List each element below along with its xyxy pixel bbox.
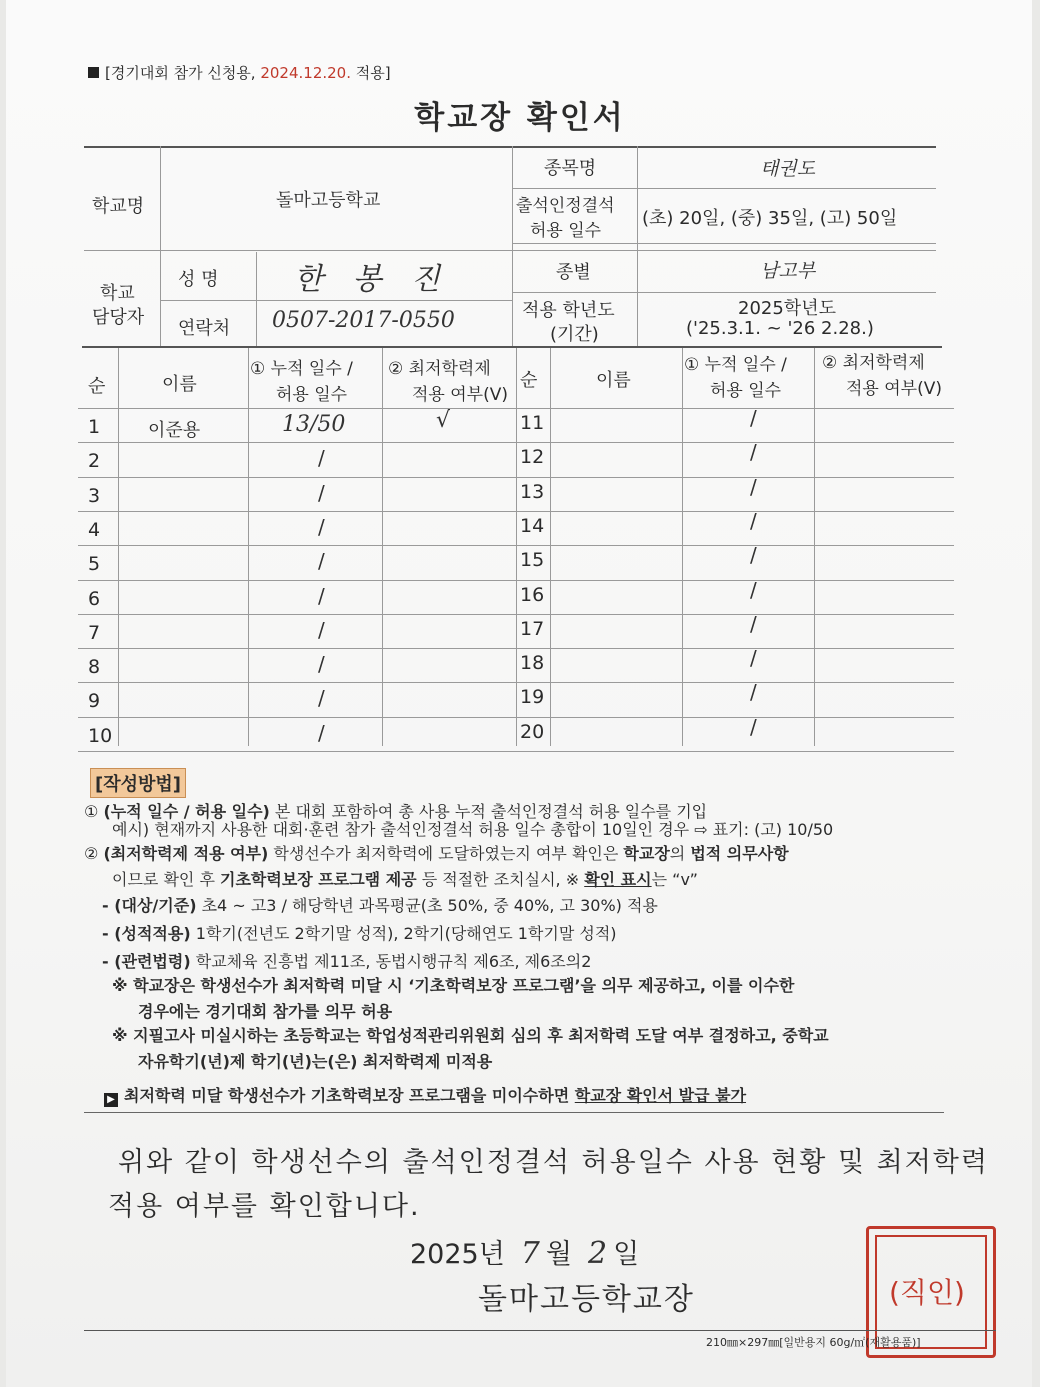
table-column-line <box>382 348 383 746</box>
info-divider <box>84 250 936 251</box>
table-column-line <box>248 348 249 746</box>
method-line-11: 자유학기(년)제 학기(년)는(은) 최저학력제 미적용 <box>138 1052 493 1071</box>
method-section-title: [작성방법] <box>90 768 186 798</box>
method-line-12: ▶ 최저학력 미달 학생선수가 기초학력보장 프로그램을 미이수하면 학교장 확인서 발급 불가 <box>104 1086 746 1107</box>
accumulated-days: / <box>750 646 757 670</box>
accumulated-days: / <box>750 509 757 533</box>
row-number: 5 <box>88 553 101 575</box>
accumulated-days: / <box>750 440 757 464</box>
seal-text: (직인) <box>889 1276 965 1309</box>
method-line-6: - (성적적용) 1학기(전년도 2학기말 성적), 2학기(당해연도 1학기말 성적) <box>102 924 617 943</box>
min-grade-check: √ <box>436 408 451 433</box>
method-bottom-border <box>84 1112 944 1113</box>
school-value: 돌마고등학교 <box>276 190 381 211</box>
row-number: 14 <box>520 515 545 537</box>
col-min-header-left-2: 적용 여부(V) <box>412 385 508 405</box>
issue-date: 2025년 7 월 2 일 <box>410 1236 640 1271</box>
division-label: 종별 <box>556 262 591 283</box>
method-line-5: - (대상/기준) 초4 ~ 고3 / 해당학년 과목평균(초 50%, 중 40%, 고 30%) 적용 <box>102 896 658 915</box>
row-number: 15 <box>520 549 545 571</box>
row-number: 8 <box>88 656 101 678</box>
accumulated-days: / <box>318 549 325 573</box>
row-number: 11 <box>520 412 545 434</box>
table-column-line <box>550 348 551 746</box>
accumulated-days: / <box>750 543 757 567</box>
division-value: 남고부 <box>760 260 816 282</box>
boxed-arrow-icon: ▶ <box>104 1093 118 1107</box>
table-row-line <box>78 751 954 752</box>
school-label: 학교명 <box>92 196 145 217</box>
accumulated-days: / <box>750 475 757 499</box>
accumulated-days: / <box>750 406 757 430</box>
accumulated-days: / <box>318 652 325 676</box>
col-no-header-left: 순 <box>88 376 106 397</box>
accumulated-days: / <box>318 481 325 505</box>
absence-days-label-2: 허용 일수 <box>530 221 602 241</box>
accumulated-days: / <box>318 584 325 608</box>
col-min-header-right-1: ② 최저학력제 <box>822 353 925 373</box>
accumulated-days: / <box>318 446 325 470</box>
row-number: 4 <box>88 519 101 541</box>
contact-value: 0507-2017-0550 <box>272 308 455 333</box>
col-name-header-right: 이름 <box>596 370 631 391</box>
row-number: 7 <box>88 622 101 644</box>
method-line-8: ※ 학교장은 학생선수가 최저학력 미달 시 ‘기초학력보장 프로그램’을 의무 제공하고, 이를 이수한 <box>112 976 795 995</box>
row-number: 17 <box>520 618 545 640</box>
absence-days-value: (초) 20일, (중) 35일, (고) 50일 <box>642 208 898 229</box>
table-top-border <box>84 146 936 148</box>
confirm-line-2: 적용 여부를 확인합니다. <box>108 1191 421 1222</box>
col-days-header-left-2: 허용 일수 <box>276 385 348 405</box>
table-column-line <box>682 348 683 746</box>
absence-days-label-1: 출석인정결석 <box>516 196 615 216</box>
manager-label-1: 학교 <box>100 283 135 304</box>
col-name-header-left: 이름 <box>162 374 197 395</box>
row-number: 6 <box>88 588 101 610</box>
row-number: 19 <box>520 686 545 708</box>
method-line-4: 이므로 확인 후 기초학력보장 프로그램 제공 등 적절한 조치실시, ※ 확인 표시는 “v” <box>112 870 698 889</box>
col-days-header-left-1: ① 누적 일수 / <box>250 359 353 379</box>
col-days-header-right-2: 허용 일수 <box>710 381 782 401</box>
school-head-name: 돌마고등학교장 <box>478 1282 695 1317</box>
method-line-9: 경우에는 경기대회 참가를 의무 허용 <box>138 1002 393 1021</box>
row-number: 16 <box>520 584 545 606</box>
accumulated-days: / <box>750 612 757 636</box>
method-line-7: - (관련법령) 학교체육 진흥법 제11조, 동법시행규칙 제6조, 제6조의2 <box>102 952 592 971</box>
sport-value: 태권도 <box>760 158 816 180</box>
accumulated-days: / <box>750 578 757 602</box>
note-date: 2024.12.20. <box>260 64 351 82</box>
name-label: 성 명 <box>178 269 219 290</box>
year-label-2: (기간) <box>550 324 599 345</box>
accumulated-days: / <box>318 721 325 745</box>
method-line-3: ② (최저학력제 적용 여부) 학생선수가 최저학력에 도달하였는지 여부 확인은 학교장의 법적 의무사항 <box>84 844 789 863</box>
row-number: 3 <box>88 485 101 507</box>
footer-rule <box>84 1330 996 1331</box>
accumulated-days: 13/50 <box>282 412 346 437</box>
paper-spec-footer: 210㎜×297㎜[일반용지 60g/㎡(재활용품)] <box>706 1336 921 1349</box>
year-label-1: 적용 학년도 <box>522 300 615 321</box>
col-min-header-left-1: ② 최저학력제 <box>388 359 491 379</box>
accumulated-days: / <box>750 715 757 739</box>
method-line-10: ※ 지필고사 미실시하는 초등학교는 학업성적관리위원회 심의 후 최저학력 도달 여부 결정하고, 중학교 <box>112 1026 829 1045</box>
accumulated-days: / <box>318 618 325 642</box>
info-bottom-border <box>82 346 942 348</box>
year-value-2: ('25.3.1. ~ '26 2.28.) <box>686 318 874 339</box>
col-min-header-right-2: 적용 여부(V) <box>846 379 942 399</box>
year-value-1: 2025학년도 <box>738 298 836 319</box>
accumulated-days: / <box>318 686 325 710</box>
row-number: 18 <box>520 652 545 674</box>
table-column-line <box>118 348 119 746</box>
sport-label: 종목명 <box>544 158 597 179</box>
method-line-2: 예시) 현재까지 사용한 대회·훈련 참가 출석인정결석 허용 일수 총합이 10일인 경우 ⇨ 표기: (고) 10/50 <box>112 820 834 839</box>
col-no-header-right: 순 <box>520 370 538 391</box>
row-number: 2 <box>88 450 101 472</box>
confirm-line-1: 위와 같이 학생선수의 출석인정결석 허용일수 사용 현황 및 최저학력 <box>118 1147 989 1178</box>
accumulated-days: / <box>750 680 757 704</box>
square-bullet-icon <box>88 67 99 78</box>
table-column-line <box>516 348 517 746</box>
manager-name-value: 한 봉 진 <box>294 262 451 297</box>
row-number: 1 <box>88 416 101 438</box>
table-column-line <box>814 348 815 746</box>
row-number: 20 <box>520 721 545 743</box>
accumulated-days: / <box>318 515 325 539</box>
document-title: 학교장 확인서 <box>414 100 626 136</box>
col-days-header-right-1: ① 누적 일수 / <box>684 355 787 375</box>
row-number: 10 <box>88 725 113 747</box>
row-number: 9 <box>88 690 101 712</box>
contact-label: 연락처 <box>178 318 231 339</box>
student-name: 이준용 <box>148 420 201 441</box>
method-line-1: ① (누적 일수 / 허용 일수) 본 대회 포함하여 총 사용 누적 출석인정결석 허용 일수를 기입 <box>84 802 708 821</box>
row-number: 12 <box>520 446 545 468</box>
row-number: 13 <box>520 481 545 503</box>
application-note: [경기대회 참가 신청용, 2024.12.20. 적용] <box>88 62 391 83</box>
manager-label-2: 담당자 <box>92 307 145 328</box>
